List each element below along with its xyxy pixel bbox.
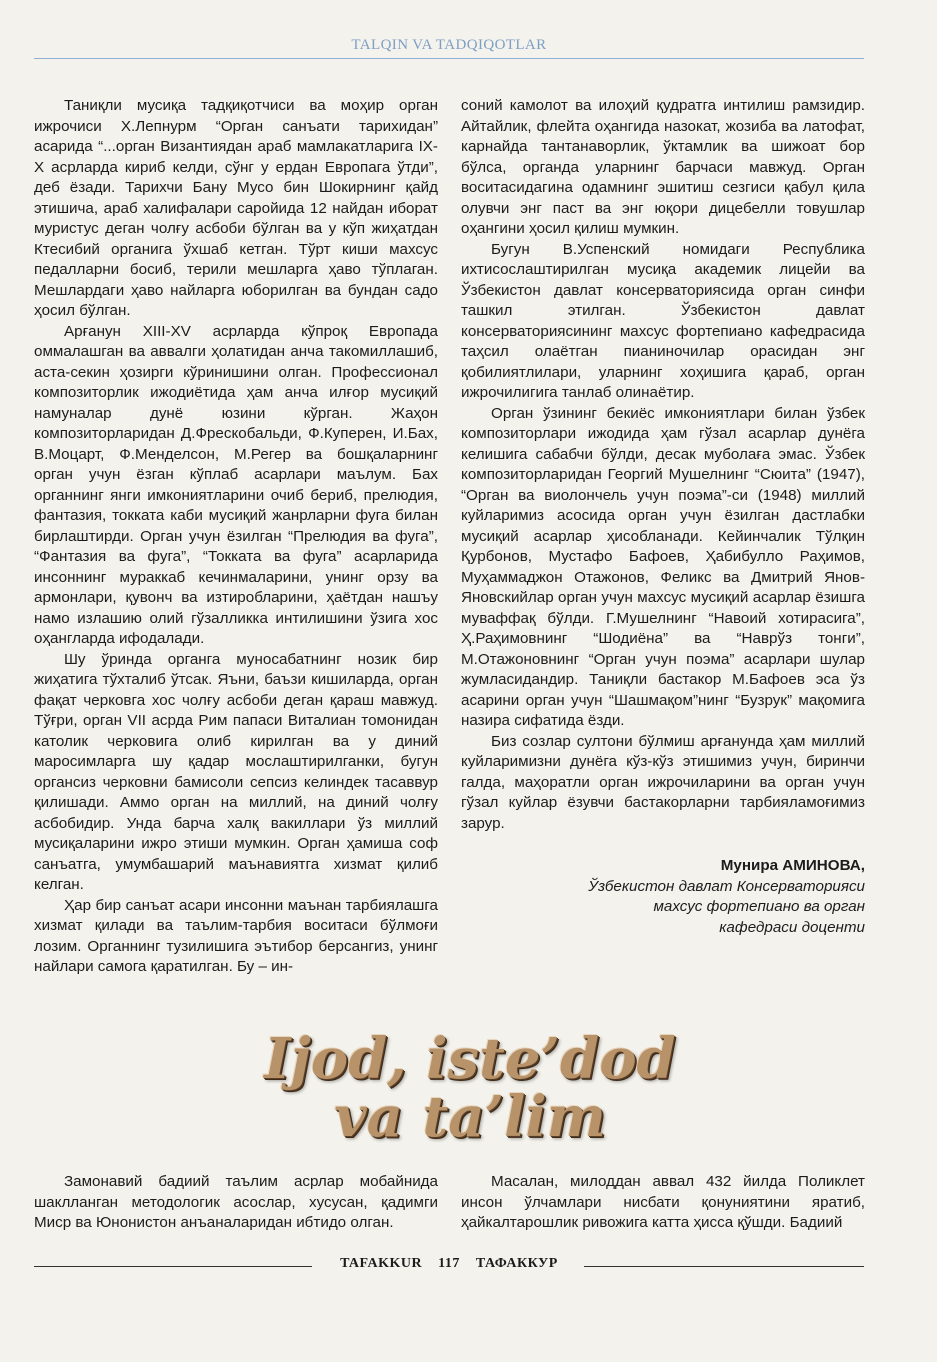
paragraph: Таниқли мусиқа тадқиқотчиси ва моҳир орган ижрочиси Х.Лепнурм “Орган санъати тарихидан” асарида “...орган Византиядан араб мамлакатларига IX-X асрларда кириб келди, сўнг у ердан Европага ўтди”, деб ёзади. Тарихчи Бану Мусо бин Шокирнинг қайд этишича, араб халифалари саройида 12 найдан иборат муристус деган чолғу асбоби бўлган ва у кўп жиҳатдан Ктесибий органига ўхшаб кетган. Тўрт киши махсус педалларни босиб, терили мешларга ҳаво тўплаган. Мешлардаги ҳаво найларга юборилган ва бундан садо ҳосил бўлган. (34, 97, 438, 319)
footer-rule (34, 1266, 312, 1267)
paragraph: Биз созлар султони бўлмиш арғанунда ҳам миллий куйларимизни дунёга кўз-кўз этишимиз учун, биринчи галда, маҳоратли орган ижрочиларини ва орган учун гўзал куйлар ёзувчи бастакорларни тарбияламоғимиз зарур. (461, 732, 865, 832)
article2-left-column (34, 1172, 438, 1234)
paragraph: Шу ўринда органга муносабатнинг нозик бир жиҳатига тўхталиб ўтсак. Яъни, баъзи кишиларда, орган фақат черковга хос чолғу асбоби деган қараш мавжуд. Тўғри, орган VII асрда Рим папаси Виталиан томонидан католик черковига олиб кирилган ва у диний маросимларга шу қадар мослаштирилганки, бугун органсиз черковни бамисоли сепсиз келиндек тасаввур қилишади. Аммо орган на миллий, на диний чолғу асбобидир. Унда барча халқ вакиллари ўз миллий мусиқаларини ижро этиши мумкин. Орган ҳамиша соф санъатга, умумбашарий маънавиятга хизмат қилиб келган. (34, 650, 438, 893)
page-number: 117 (438, 1256, 460, 1271)
paragraph: Бугун В.Успенский номидаги Республика ихтисослаштирилган мусиқа академик лицейи ва Ўзбекистон давлат консерваториясида орган синфи ташкил этилган. Ўзбекистон давлат консерваториясининг махсус фортепиано кафедрасида таҳсил олаётган пианиночилар орасидан энг қобилиятлилари, уларнинг хоҳишига қараб, орган ижрочилигига танлаб олинаётир. (461, 240, 865, 401)
footer-text (324, 1256, 574, 1272)
footer-rule (584, 1266, 864, 1267)
headline-line: va ta’lim (334, 1084, 606, 1150)
footer-magazine-cyrillic: ТАФАККУР (475, 1256, 558, 1271)
author-title-line: махсус фортепиано ва орган (653, 898, 865, 915)
paragraph: Орган ўзининг бекиёс имкониятлари билан ўзбек композиторлари ижодида ҳам гўзал асарлар дунёга келишига сабабчи бўлди, десак муболаға эмас. Ўзбек композиторларидан Георгий Мушелнинг “Сюита” (1947), “Орган ва виолончель учун поэма”-си (1948) миллий куйларимиз асосида орган учун ёзилган дастлабки мусиқий асарлар ҳисобланади. Кейинчалик Тўлқин Қурбонов, Мустафо Бафоев, Ҳабибулло Раҳимов, Муҳаммаджон Отажонов, Феликс ва Дмитрий Янов-Яновскийлар орган учун махсус мусиқий асарлар ёзишга муваффақ бўлди. Г.Мушелнинг “Навоий хотирасига”, Ҳ.Раҳимовнинг “Шодиёна” ва “Наврўз тонги”, М.Отажоновнинг “Орган учун поэма” асарлари шулар жумласидандир. Таниқли бастакор М.Бафоев эса ўз асарини орган учун “Шашмақом”нинг “Бузрук” мақомига назира сифатида ёзди. (461, 404, 865, 729)
footer-magazine-latin: TAFAKKUR (340, 1256, 423, 1271)
article-headline (180, 1026, 760, 1150)
header-rule (34, 58, 864, 59)
paragraph: Масалан, милоддан аввал 432 йилда Поликлет инсон ўлчамлари нисбати қонуниятини яратиб, ҳайкалтарошлик ривожига катта ҳисса қўшди. Бадиий (461, 1173, 865, 1231)
article-left-column (34, 96, 438, 978)
article-right-column (461, 96, 865, 938)
paragraph: Ҳар бир санъат асари инсонни маънан тарбиялашга хизмат қилади ва таълим-тарбия воситаси бўлмоғи лозим. Органнинг тузилишига эътибор берсангиз, унинг найлари самога қаратилган. Бу – ин- (34, 896, 438, 975)
author-title-line: кафедраси доценти (719, 918, 865, 936)
paragraph-continuation: соний камолот ва илоҳий қудратга интилиш рамзидир. Айтайлик, флейта оҳангида назокат, жозиба ва латофат, карнайда тантанаворлик, ўктамлик ва шижоат бор бўлса, органда уларнинг барчаси мавжуд. Орган воситасидагина одамнинг эшитиш сезгиси қабул қила олувчи энг паст ва энг юқори дицебелли товушлар оҳангини ҳосил қилиш мумкин. (461, 97, 865, 237)
page-footer (34, 1255, 864, 1277)
article2-right-column (461, 1172, 865, 1234)
paragraph: Замонавий бадиий таълим асрлар мобайнида шаклланган методологик асослар, хусусан, қадимги Миср ва Юнонистон анъаналаридан ибтидо олган. (34, 1173, 438, 1231)
author-name: Мунира АМИНОВА, (720, 857, 865, 874)
running-head: TALQIN VA TADQIQOTLAR (351, 37, 547, 53)
paragraph: Арғанун XIII-XV асрларда кўпроқ Европада оммалашган ва аввалги ҳолатидан анча такомиллашиб, аста-секин ҳозирги кўринишини олган. Профессионал композиторлик ижодиётида ҳам анча илғор мусиқий намуналар дунё юзини кўрган. Жаҳон композиторларидан Д.Фрескобальди, Ф.Куперен, И.Бах, В.Моцарт, Ф.Менделсон, М.Регер ва бошқаларнинг орган учун ёзган кўплаб асарлари маълум. Бах органнинг янги имкониятларини очиб бериб, прелюдия, фантазия, токката каби мусиқий жанрларни фуга билан бирлаштирди. Орган учун ёзилган “Прелюдия ва фуга”, “Фантазия ва фуга”, “Токката ва фуга” асарларида инсоннинг мураккаб кечинмаларини, унинг орзу ва армонлари, қувонч ва изтиробларини, ҳаётдан нашъу намо излашию олий гўзалликка интилишини ўзига хос оҳангларда ифодалади. (34, 322, 438, 647)
headline-line: Ijod, iste’dod (264, 1026, 676, 1092)
author-signature (461, 856, 865, 938)
author-title-line: Ўзбекистон давлат Консерваторияси (588, 877, 865, 895)
